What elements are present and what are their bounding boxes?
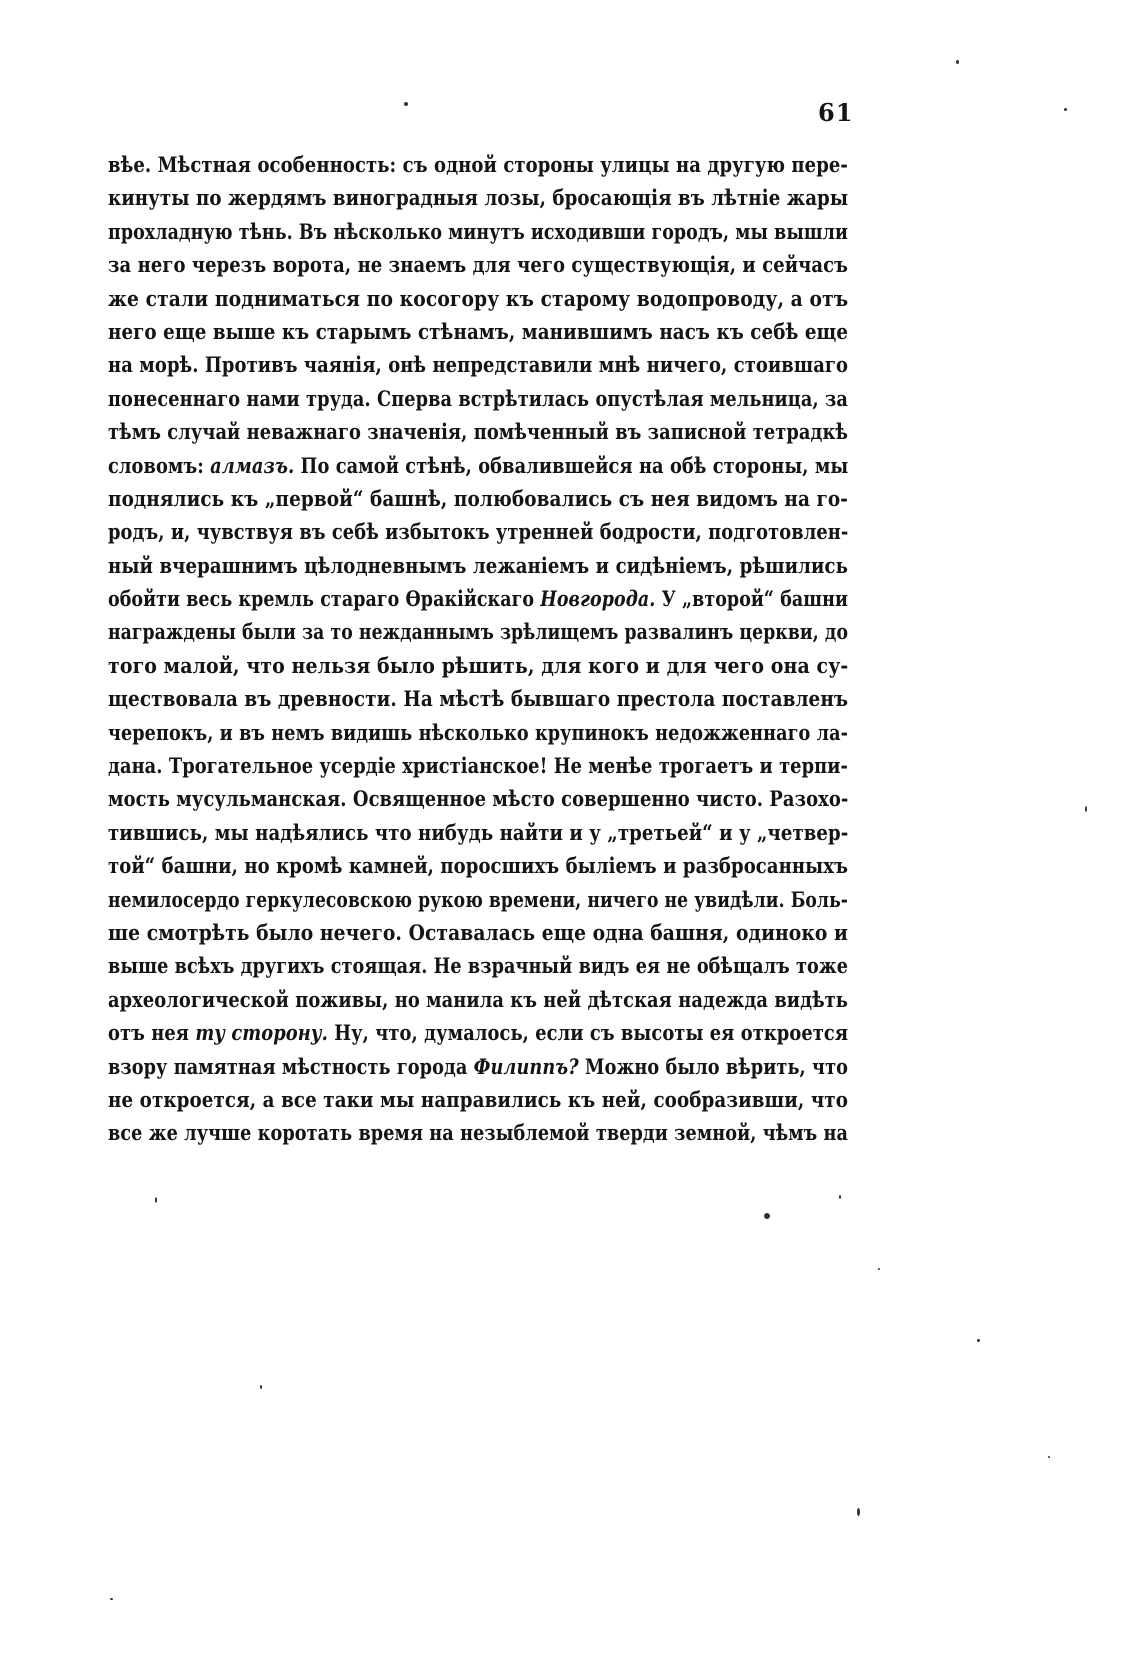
- text-line: [108, 415, 848, 448]
- text-segment: за него черезъ ворота, не знаемъ для чего существующія, и сейчасъ: [108, 252, 848, 278]
- text-segment: мость мусульманская. Освященное мѣсто совершенно чисто. Разохо-: [108, 786, 849, 812]
- text-line: [108, 716, 848, 749]
- text-segment: на морѣ. Противъ чаянія, онѣ непредставили мнѣ ничего, стоившаго: [108, 352, 848, 378]
- scan-speck: [857, 1508, 860, 1516]
- text-line: [108, 382, 848, 415]
- text-line: [108, 1050, 848, 1083]
- scan-speck: [1048, 1456, 1050, 1458]
- text-segment: Можно было вѣрить, что: [578, 1053, 848, 1079]
- text-segment: черепокъ, и въ немъ видишь нѣсколько крупинокъ недожженнаго ла-: [108, 719, 848, 745]
- text-segment: ный вчерашнимъ цѣлодневнымъ лежаніемъ и сидѣніемъ, рѣшились: [108, 552, 848, 578]
- text-line: [108, 148, 848, 181]
- text-segment: ществовала въ древности. На мѣстѣ бывшаго престола поставленъ: [108, 686, 849, 712]
- italic-segment: Новгорода.: [540, 586, 656, 612]
- text-line: [108, 883, 848, 916]
- text-segment: дана. Трогательное усердіе христіанское! Не менѣе трогаетъ и терпи-: [108, 753, 848, 779]
- text-segment: того малой, что нельзя было рѣшить, для кого и для чего она су-: [108, 652, 849, 678]
- text-segment: взору памятная мѣстность города: [108, 1053, 474, 1079]
- text-line: [108, 549, 848, 582]
- scan-speck: [878, 1268, 880, 1270]
- text-line: [108, 1116, 848, 1149]
- text-segment: вѣе. Мѣстная особенность: съ одной стороны улицы на другую пере-: [108, 152, 848, 177]
- text-line: [108, 248, 848, 281]
- scan-speck: [110, 1598, 113, 1600]
- text-line: [108, 315, 848, 348]
- text-line: [108, 649, 848, 682]
- italic-segment: алмазъ.: [210, 452, 295, 478]
- text-line: [108, 849, 848, 882]
- scan-speck: [956, 60, 959, 64]
- text-segment: словомъ:: [108, 452, 211, 478]
- text-line: [108, 1083, 848, 1116]
- text-line: [108, 782, 848, 815]
- text-segment: По самой стѣнѣ, обвалившейся на обѣ стороны, мы: [294, 452, 849, 478]
- text-segment: кинуты по жердямъ виноградныя лозы, бросающія въ лѣтніе жары: [108, 185, 849, 211]
- text-line: [108, 215, 848, 248]
- scan-speck: [260, 1385, 262, 1389]
- text-line: [108, 682, 848, 715]
- scan-speck: [764, 1213, 770, 1219]
- text-segment: все же лучше коротать время на незыблемой тверди земной, чѣмъ на: [108, 1120, 848, 1146]
- text-segment: ше смотрѣть было нечего. Оставалась еще одна башня, одиноко и: [108, 919, 848, 945]
- text-segment: выше всѣхъ другихъ стоящая. Не взрачный видъ ея не обѣщалъ тоже: [108, 953, 848, 979]
- text-segment: обойти весь кремль стараго Ѳракійскаго: [108, 586, 541, 612]
- scan-speck: [839, 1195, 841, 1199]
- text-line: [108, 282, 848, 315]
- text-line: [108, 816, 848, 849]
- text-segment: тившись, мы надѣялись что нибудь найти и у „третьей“ и у „четвер-: [108, 819, 849, 845]
- text-line: [108, 449, 848, 482]
- text-line: [108, 582, 848, 615]
- scan-speck: [404, 102, 408, 106]
- text-segment: У „второй“ башни: [655, 586, 849, 612]
- scan-speck: [977, 1339, 980, 1342]
- text-segment: прохладную тѣнь. Въ нѣсколько минутъ исходивши городъ, мы вышли: [108, 218, 848, 244]
- text-line: [108, 615, 848, 648]
- text-line: [108, 181, 848, 214]
- text-segment: родъ, и, чувствуя въ себѣ избытокъ утренней бодрости, подготовлен-: [108, 519, 849, 545]
- text-line: [108, 515, 848, 548]
- scan-speck: [1085, 806, 1087, 812]
- text-segment: немилосердо геркулесовскою рукою времени, ничего не увидѣли. Боль-: [108, 886, 848, 912]
- scan-speck: [155, 1197, 157, 1203]
- text-segment: той“ башни, но кромѣ камней, поросшихъ быліемъ и разбросанныхъ: [108, 853, 848, 879]
- text-line: [108, 949, 848, 982]
- text-segment: Ну, что, думалось, если съ высоты ея откроется: [327, 1020, 849, 1046]
- text-segment: отъ нея: [108, 1020, 196, 1046]
- text-segment: тѣмъ случай неважнаго значенія, помѣченный въ записной тетрадкѣ: [108, 419, 848, 445]
- text-line: [108, 348, 848, 381]
- text-segment: понесеннаго нами труда. Сперва встрѣтилась опустѣлая мельница, за: [108, 385, 848, 411]
- scan-speck: [1064, 108, 1067, 111]
- italic-segment: ту сторону.: [195, 1020, 328, 1046]
- text-segment: награждены были за то нежданнымъ зрѣлищемъ развалинъ церкви, до: [108, 619, 848, 645]
- text-line: [108, 916, 848, 949]
- text-line: [108, 1016, 848, 1049]
- text-segment: же стали подниматься по косогору къ старому водопроводу, а отъ: [108, 285, 849, 311]
- text-segment: не откроется, а все таки мы направились къ ней, сообразивши, что: [108, 1086, 848, 1112]
- text-line: [108, 983, 848, 1016]
- text-line: [108, 749, 848, 782]
- italic-segment: Филиппъ?: [473, 1053, 579, 1079]
- text-segment: поднялись къ „первой“ башнѣ, полюбовались съ нея видомъ на го-: [108, 485, 848, 511]
- text-line: [108, 482, 848, 515]
- text-segment: археологической поживы, но манила къ ней дѣтская надежда видѣть: [108, 986, 848, 1012]
- body-text: [108, 148, 848, 1150]
- text-segment: него еще выше къ старымъ стѣнамъ, манившимъ насъ къ себѣ еще: [108, 318, 849, 344]
- page-number: 61: [818, 98, 854, 127]
